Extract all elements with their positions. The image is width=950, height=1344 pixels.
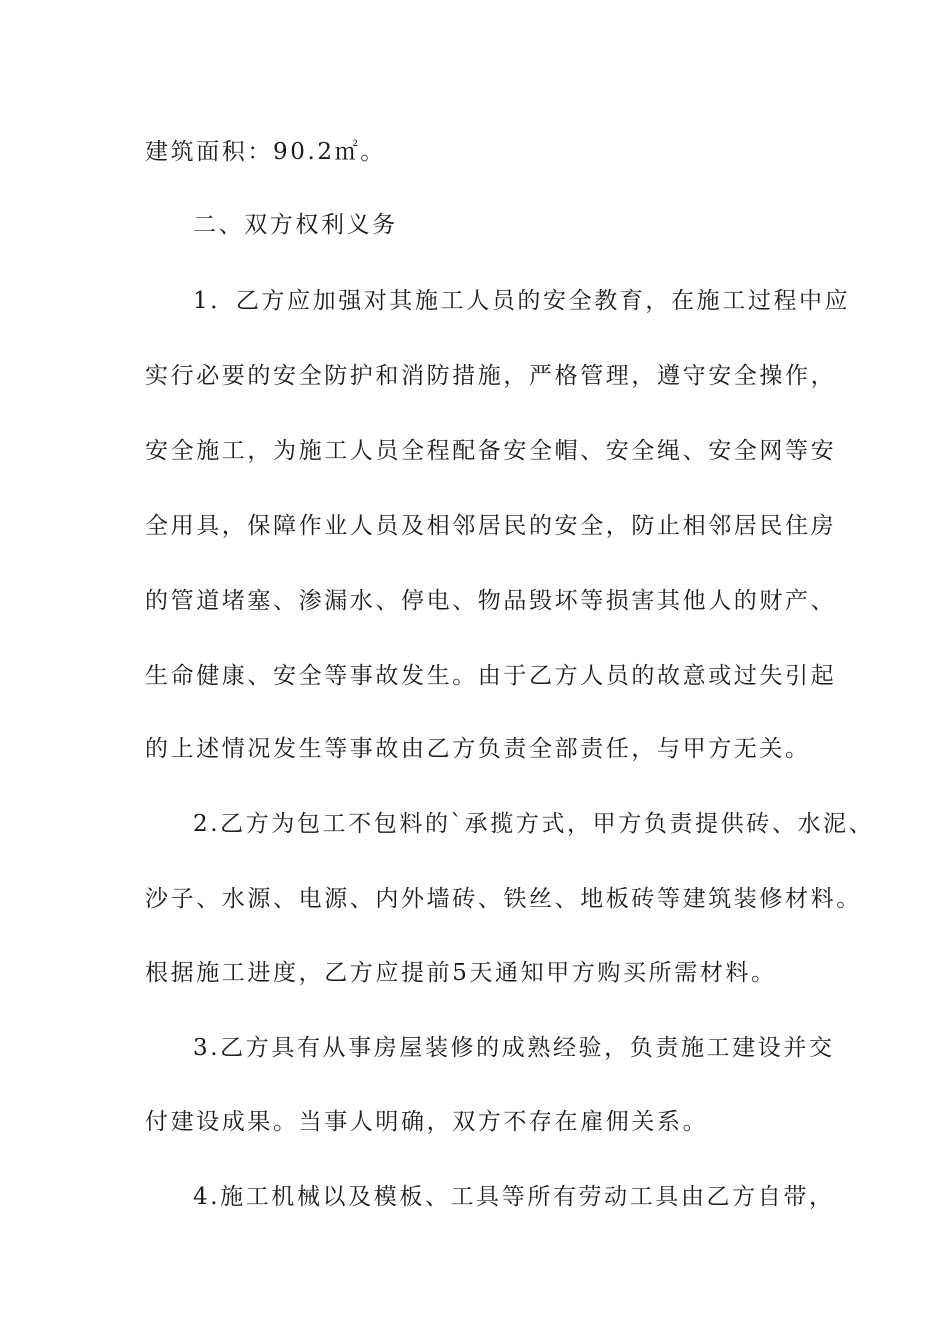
clause-1-line-3: 安全施工，为施工人员全程配备安全帽、安全绳、安全网等安 <box>145 438 837 464</box>
clause-1-line-1: 1．乙方应加强对其施工人员的安全教育，在施工过程中应 <box>193 288 851 314</box>
clause-1-line-2: 实行必要的安全防护和消防措施，严格管理，遵守安全操作， <box>145 363 837 389</box>
clause-1-line-6: 生命健康、安全等事故发生。由于乙方人员的故意或过失引起 <box>145 663 837 689</box>
section-heading: 二、双方权利义务 <box>193 212 398 238</box>
clause-1-line-7: 的上述情况发生等事故由乙方负责全部责任，与甲方无关。 <box>145 736 811 762</box>
clause-2-line-2: 沙子、水源、电源、内外墙砖、铁丝、地板砖等建筑装修材料。 <box>145 886 862 912</box>
clause-1-line-4: 全用具，保障作业人员及相邻居民的安全，防止相邻居民住房 <box>145 513 837 539</box>
clause-3-line-1: 3.乙方具有从事房屋装修的成熟经验，负责施工建设并交 <box>193 1035 835 1061</box>
clause-2-line-1: 2.乙方为包工不包料的`承揽方式，甲方负责提供砖、水泥、 <box>193 811 875 837</box>
clause-2-line-3: 根据施工进度，乙方应提前5天通知甲方购买所需材料。 <box>145 960 777 986</box>
text-line-area: 建筑面积：90.2㎡。 <box>145 139 386 165</box>
clause-3-line-2: 付建设成果。当事人明确，双方不存在雇佣关系。 <box>145 1109 709 1135</box>
clause-1-line-5: 的管道堵塞、渗漏水、停电、物品毁坏等损害其他人的财产、 <box>145 588 837 614</box>
clause-4-line-1: 4.施工机械以及模板、工具等所有劳动工具由乙方自带， <box>193 1184 835 1210</box>
